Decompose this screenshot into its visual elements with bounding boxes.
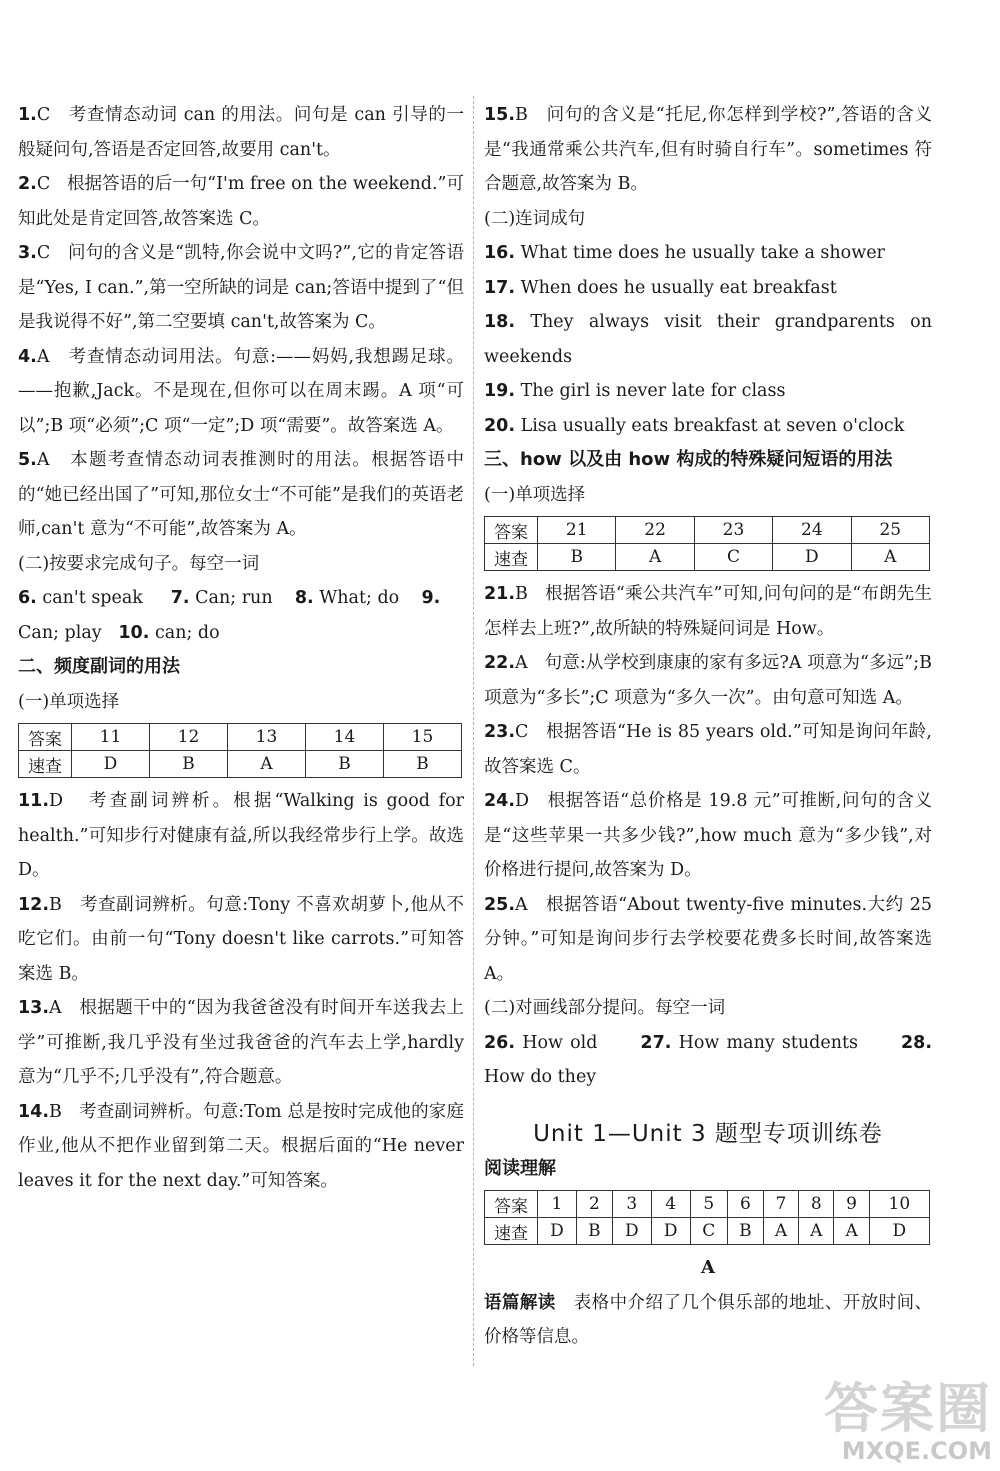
answer-item: 3.C 问句的含义是“凯特,你会说中文吗?”,它的肯定答语是“Yes, I can.”,第一空所缺的词是 can;答语中提到了“但是我说得不好”,第二空要填 can't,故答案为 C。 bbox=[18, 243, 464, 332]
answer-key-table bbox=[18, 723, 462, 778]
subsection-heading: (一)单项选择 bbox=[484, 484, 586, 505]
table-cell: D bbox=[538, 1218, 577, 1245]
table-cell: 25 bbox=[851, 517, 929, 544]
table-cell: 13 bbox=[228, 724, 306, 751]
passage-letter: A bbox=[701, 1257, 715, 1278]
fill-answers: 26. How old 27. How many students 28. How do they bbox=[484, 1032, 932, 1087]
table-cell: 12 bbox=[150, 724, 228, 751]
answer-item: 14.B 考查副词辨析。句意:Tom 总是按时完成他的家庭作业,他从不把作业留到第二天。根据后面的“He never leaves it for the next day.”可知答案。 bbox=[18, 1101, 464, 1191]
subsection-heading: (一)单项选择 bbox=[18, 691, 120, 712]
table-cell: 1 bbox=[538, 1191, 577, 1218]
table-cell: 21 bbox=[538, 517, 616, 544]
table-cell: 11 bbox=[72, 724, 150, 751]
sentence-answer: 18. They always visit their grandparents on weekends bbox=[484, 312, 932, 367]
table-cell: 3 bbox=[612, 1191, 651, 1218]
table-cell: B bbox=[150, 751, 228, 778]
table-cell: A bbox=[616, 544, 694, 571]
fill-answers: 6. can't speak 7. Can; run 8. What; do 9. Can; play 10. can; do bbox=[18, 588, 441, 643]
answer-item: 4.A 考查情态动词用法。句意:——妈妈,我想踢足球。——抱歉,Jack。不是现在,但你可以在周末踢。A 项“可以”;B 项“必须”;C 项“一定”;D 项“需要”。故答案选 A。 bbox=[18, 346, 464, 436]
table-cell: 2 bbox=[576, 1191, 612, 1218]
table-cell: 7 bbox=[763, 1191, 798, 1218]
table-cell: D bbox=[773, 544, 851, 571]
sentence-answer: 16. What time does he usually take a shower bbox=[484, 243, 885, 263]
answer-item: 25.A 根据答语“About twenty-five minutes.大约 25 分钟。”可知是询问步行去学校要花费多长时间,故答案选 A。 bbox=[484, 894, 932, 984]
table-cell: D bbox=[869, 1218, 929, 1245]
subsection-heading: (二)按要求完成句子。每空一词 bbox=[18, 553, 260, 574]
table-cell: 23 bbox=[694, 517, 772, 544]
table-cell: D bbox=[651, 1218, 690, 1245]
sentence-answer: 20. Lisa usually eats breakfast at seven o'clock bbox=[484, 415, 905, 436]
table-cell: 6 bbox=[727, 1191, 763, 1218]
table-cell: 8 bbox=[799, 1191, 834, 1218]
answer-item: 23.C 根据答语“He is 85 years old.”可知是询问年龄,故答案选 C。 bbox=[484, 722, 932, 777]
table-cell: 14 bbox=[306, 724, 384, 751]
table-cell: C bbox=[694, 544, 772, 571]
answer-key-table bbox=[484, 1190, 930, 1245]
answer-item: 11.D 考查副词辨析。根据“Walking is good for health.”可知步行对健康有益,所以我经常步行上学。故选 D。 bbox=[18, 791, 464, 880]
table-header: 速查 bbox=[19, 751, 72, 778]
table-cell: A bbox=[228, 751, 306, 778]
right-column bbox=[484, 98, 932, 1355]
section-heading: 二、频度副词的用法 bbox=[18, 656, 180, 677]
watermark-logo bbox=[824, 1366, 992, 1465]
answer-key-table bbox=[484, 516, 930, 571]
table-cell: B bbox=[538, 544, 616, 571]
answer-item: 22.A 句意:从学校到康康的家有多远?A 项意为“多远”;B 项意为“多长”;C 项意为“多久一次”。由句意可知选 A。 bbox=[484, 653, 932, 708]
table-cell: A bbox=[763, 1218, 798, 1245]
section-heading: 三、how 以及由 how 构成的特殊疑问短语的用法 bbox=[484, 449, 893, 470]
answer-item: 12.B 考查副词辨析。句意:Tony 不喜欢胡萝卜,他从不吃它们。由前一句“Tony doesn't like carrots.”可知答案选 B。 bbox=[18, 894, 464, 984]
table-cell: A bbox=[851, 544, 929, 571]
table-cell: 24 bbox=[773, 517, 851, 544]
answer-item: 5.A 本题考查情态动词表推测时的用法。根据答语中的“她已经出国了”可知,那位女士“不可能”是我们的英语老师,can't 意为“不可能”,故答案为 A。 bbox=[18, 450, 464, 539]
unit-title: Unit 1—Unit 3 题型专项训练卷 bbox=[533, 1120, 883, 1147]
table-header: 速查 bbox=[485, 1218, 538, 1245]
table-header: 答案 bbox=[485, 517, 538, 544]
section-heading: 阅读理解 bbox=[484, 1157, 556, 1179]
answer-item: 2.C 根据答语的后一句“I'm free on the weekend.”可知此处是肯定回答,故答案选 C。 bbox=[18, 174, 464, 229]
table-cell: 5 bbox=[690, 1191, 727, 1218]
table-cell: 22 bbox=[616, 517, 694, 544]
table-header: 答案 bbox=[19, 724, 72, 751]
table-cell: 10 bbox=[869, 1191, 929, 1218]
subsection-heading: (二)对画线部分提问。每空一词 bbox=[484, 998, 726, 1018]
left-column bbox=[18, 98, 464, 1198]
table-header: 答案 bbox=[485, 1191, 538, 1218]
sentence-answer: 17. When does he usually eat breakfast bbox=[484, 277, 837, 298]
table-cell: B bbox=[384, 751, 462, 778]
answer-item: 15.B 问句的含义是“托尼,你怎样到学校?”,答语的含义是“我通常乘公共汽车,但有时骑自行车”。sometimes 符合题意,故答案为 B。 bbox=[484, 105, 932, 194]
table-cell: 4 bbox=[651, 1191, 690, 1218]
watermark-title: 答案圈 bbox=[824, 1377, 992, 1440]
table-cell: D bbox=[612, 1218, 651, 1245]
watermark-url: MXQE.COM bbox=[841, 1437, 992, 1465]
table-cell: B bbox=[727, 1218, 763, 1245]
answer-item: 13.A 根据题干中的“因为我爸爸没有时间开车送我去上学”可推断,我几乎没有坐过我爸爸的汽车去上学,hardly 意为“几乎不;几乎没有”,符合题意。 bbox=[18, 998, 464, 1087]
answer-item: 21.B 根据答语“乘公共汽车”可知,问句问的是“布朗先生怎样去上班?”,故所缺的特殊疑问词是 How。 bbox=[484, 584, 932, 639]
table-cell: 15 bbox=[384, 724, 462, 751]
table-cell: A bbox=[834, 1218, 869, 1245]
table-header: 速查 bbox=[485, 544, 538, 571]
table-cell: D bbox=[72, 751, 150, 778]
table-cell: 9 bbox=[834, 1191, 869, 1218]
sentence-answer: 19. The girl is never late for class bbox=[484, 381, 786, 401]
answer-item: 24.D 根据答语“总价格是 19.8 元”可推断,问句的含义是“这些苹果一共多少钱?”,how much 意为“多少钱”,对价格进行提问,故答案为 D。 bbox=[484, 791, 932, 880]
table-cell: A bbox=[799, 1218, 834, 1245]
column-divider bbox=[473, 96, 474, 1366]
passage-summary: 语篇解读 表格中介绍了几个俱乐部的地址、开放时间、价格等信息。 bbox=[484, 1292, 933, 1347]
table-cell: C bbox=[690, 1218, 727, 1245]
table-cell: B bbox=[306, 751, 384, 778]
subsection-heading: (二)连词成句 bbox=[484, 208, 586, 229]
table-cell: B bbox=[576, 1218, 612, 1245]
answer-item: 1.C 考查情态动词 can 的用法。问句是 can 引导的一般疑问句,答语是否定回答,故要用 can't。 bbox=[18, 105, 464, 160]
